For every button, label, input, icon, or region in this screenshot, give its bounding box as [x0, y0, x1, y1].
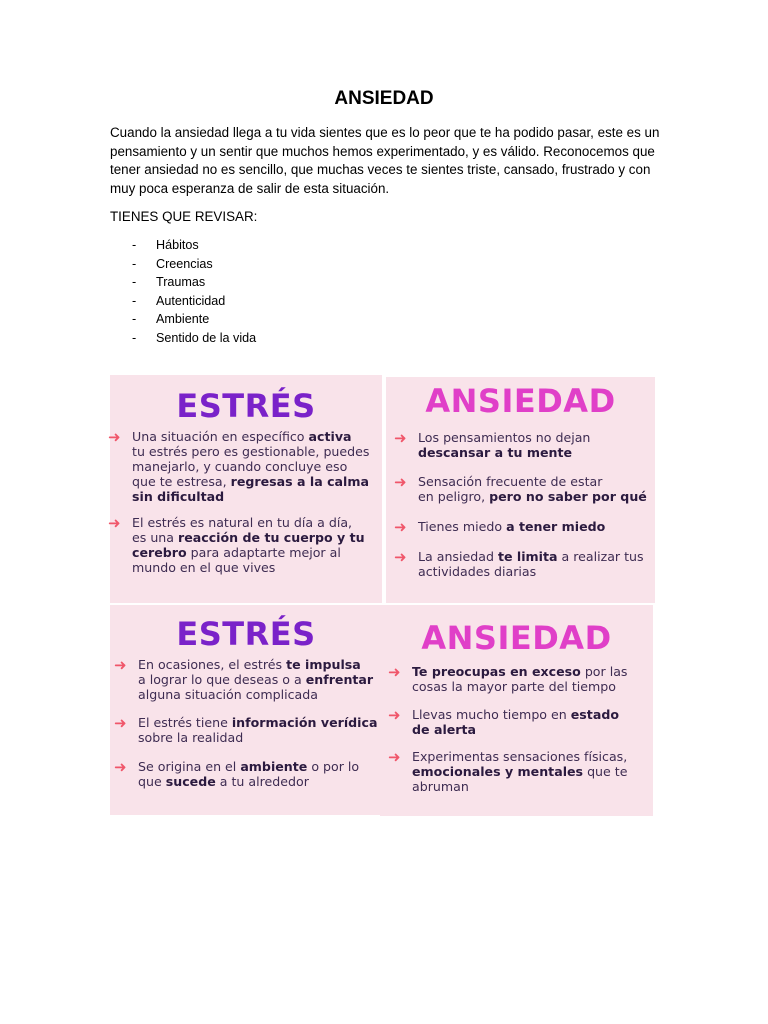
arrow-right-icon: ➜ [108, 428, 121, 446]
card-line: En ocasiones, el estrés te impulsa [138, 657, 361, 672]
list-item [132, 292, 256, 311]
list-item [132, 310, 256, 329]
dash-bullet-icon: - [132, 238, 137, 252]
card-title: ANSIEDAD [425, 382, 616, 420]
arrow-right-icon: ➜ [108, 514, 121, 532]
list-item-label: Traumas [156, 275, 206, 290]
card-line: Se origina en el ambiente o por lo [138, 759, 360, 774]
card-line: descansar a tu mente [418, 445, 573, 460]
arrow-right-icon: ➜ [394, 473, 407, 491]
card-line: a lograr lo que deseas o a enfrentar [138, 672, 374, 687]
card-point [108, 514, 365, 575]
list-item-label: Hábitos [156, 238, 199, 252]
card-line: Los pensamientos no dejan [418, 430, 591, 445]
card-point [388, 748, 628, 794]
card-line: actividades diarias [418, 564, 537, 579]
card-line: que te estresa, regresas a la calma [132, 474, 369, 489]
card-line: es una reacción de tu cuerpo y tu [132, 530, 365, 545]
arrow-right-icon: ➜ [114, 714, 127, 732]
arrow-right-icon: ➜ [114, 758, 127, 776]
dash-bullet-icon: - [132, 312, 137, 327]
intro-line: tener ansiedad no es sencillo, que muchas veces te sientes triste, cansado, frustrado y con [110, 162, 651, 178]
card-point [108, 428, 370, 504]
list-item [132, 329, 256, 348]
card-line: de alerta [412, 722, 477, 737]
card-title: ANSIEDAD [421, 619, 612, 657]
intro-line: muy poca esperanza de salir de esta situación. [110, 180, 390, 196]
list-item [132, 273, 256, 292]
card-line: Te preocupas en exceso por las [412, 664, 628, 679]
card-line: El estrés es natural en tu día a día, [132, 515, 353, 530]
dash-bullet-icon: - [132, 256, 137, 271]
card-point [114, 714, 378, 745]
card-title: ESTRÉS [176, 615, 316, 653]
card-line: en peligro, pero no saber por qué [418, 489, 647, 504]
arrow-right-icon: ➜ [114, 656, 127, 674]
card-point [388, 706, 619, 737]
ansiedad-card-top [386, 377, 655, 603]
list-item-label: Creencias [156, 256, 213, 271]
card-title: ESTRÉS [176, 387, 316, 425]
card-line: emocionales y mentales que te [412, 764, 628, 779]
card-line: Tienes miedo a tener miedo [418, 519, 606, 534]
card-line: Una situación en específico activa [132, 429, 352, 444]
card-line: abruman [412, 779, 469, 794]
card-line: sobre la realidad [138, 730, 244, 745]
arrow-right-icon: ➜ [388, 706, 401, 724]
ansiedad-card-bottom [380, 605, 653, 816]
list-item [132, 236, 256, 255]
intro-line: pensamiento y un sentir que muchos hemos experimentado, y es válido. Reconocemos que [110, 143, 655, 159]
card-line: Sensación frecuente de estar [418, 474, 603, 489]
card-line: El estrés tiene información verídica [138, 715, 378, 730]
card-line: manejarlo, y cuando concluye eso [132, 459, 348, 474]
dash-bullet-icon: - [132, 293, 137, 308]
estres-card-top [110, 375, 382, 603]
arrow-right-icon: ➜ [394, 518, 407, 536]
card-line: Experimentas sensaciones físicas, [412, 749, 628, 764]
list-item [132, 255, 256, 274]
card-line: tu estrés pero es gestionable, puedes [132, 444, 370, 459]
card-point [114, 656, 374, 702]
card-line: mundo en el que vives [132, 560, 276, 575]
arrow-right-icon: ➜ [388, 663, 401, 681]
card-point [394, 548, 644, 579]
card-point [394, 429, 591, 460]
arrow-right-icon: ➜ [394, 429, 407, 447]
card-point [394, 518, 606, 536]
card-line: cosas la mayor parte del tiempo [412, 679, 616, 694]
list-item-label: Ambiente [156, 312, 210, 327]
arrow-right-icon: ➜ [388, 748, 401, 766]
card-line: Llevas mucho tiempo en estado [412, 707, 619, 722]
card-line: sin dificultad [132, 489, 225, 504]
dash-bullet-icon: - [132, 330, 137, 345]
section-heading: TIENES QUE REVISAR: [110, 209, 258, 224]
card-line: alguna situación complicada [138, 687, 318, 702]
page-title: ANSIEDAD [334, 88, 434, 109]
card-point [114, 758, 360, 789]
intro-paragraph [110, 124, 670, 198]
dash-bullet-icon: - [132, 275, 137, 290]
arrow-right-icon: ➜ [394, 548, 407, 566]
card-line: que sucede a tu alrededor [138, 774, 309, 789]
card-line: La ansiedad te limita a realizar tus [418, 549, 644, 564]
list-item-label: Sentido de la vida [156, 330, 257, 345]
estres-card-bottom [110, 605, 382, 815]
card-point [394, 473, 647, 504]
intro-line: Cuando la ansiedad llega a tu vida sientes que es lo peor que te ha podido pasar, este es un [110, 125, 660, 140]
review-list [132, 236, 256, 348]
card-point [388, 663, 628, 694]
list-item-label: Autenticidad [156, 293, 226, 308]
card-line: cerebro para adaptarte mejor al [132, 545, 341, 560]
